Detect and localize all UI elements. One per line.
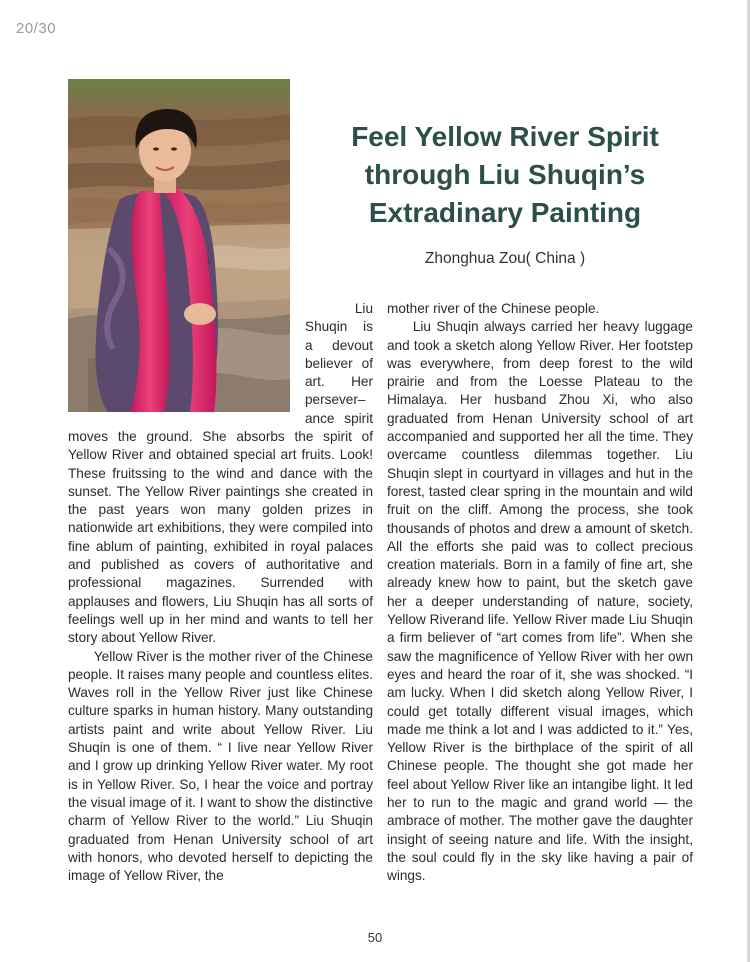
- wrap-line: art. Her: [305, 374, 373, 390]
- body-paragraph: Liu Shuqin always carried her heavy luggage and took a sketch along Yellow River. Her footstep was everywhere, from deep forest to the wild prairie and from the Loesse Plateau to the Himalaya. Her husband Zhou Xi, who also graduated from Henan University school of art accompanied and supported her all the time. They overcame countless dilemmas together. Liu Shuqin slept in courtyard in villages and hut in the forest, tasted clear spring in the mountain and wild fruit on the cliff. Among the process, she took thousands of photos and drew a amount of sketch. All the efforts she paid was to collect precious creation materials. Born in a family of fine art, she already knew how to paint, but the sketch gave her a deeper understanding of nature, society, Yellow Riverand life. Yellow River made Liu Shuqin a firm believer of “art comes from life”. When she saw the magnificence of Yellow River with her own eyes and heard the roar of it, she was shocked. “I am lucky. When I did sketch along Yellow River, I could get totally different visual images, which made me think a lot and I was addicted to it.” Yes, Yellow River is the birthplace of the spirit of all Chinese people. The thought she got made her feel about Yellow River like an intangibe light. It led her to run to the magic and grand world — the ambrace of mother. The mother gave the daughter insight of seeing nature and life. With the insight, the soul could fly in the sky like having a pair of wings.: [387, 319, 693, 884]
- wrap-line: Shuqin is: [305, 319, 373, 335]
- wrap-line: a devout: [305, 337, 373, 353]
- wrap-line: believer of: [305, 355, 373, 371]
- body-paragraph: Yellow River is the mother river of the Chinese people. It raises many people and countless elites. Waves roll in the Yellow River just like Chinese culture sparks in human history. Many outstanding artists paint and write about Yellow River. Liu Shuqin is one of them. “ I live near Yellow River and I grow up drinking Yellow River water. My root is in Yellow River. So, I hear the voice and portray the visual image of it. I want to show the distinctive charm of Yellow River to the world.” Liu Shuqin graduated from Henan University school of art with honors, who devoted herself to depicting the image of Yellow River, the: [68, 648, 373, 884]
- article-title: Feel Yellow River Spirit through Liu Shuqin’s Extradinary Painting: [351, 121, 659, 228]
- body-column-left: [68, 428, 373, 885]
- wrap-line: persever–: [305, 392, 366, 408]
- article-author: Zhonghua Zou( China ): [424, 250, 586, 267]
- body-paragraph: mother river of the Chinese people.: [387, 301, 600, 316]
- body-paragraph: moves the ground. She absorbs the spirit of Yellow River and obtained special art fruits. Look! These fruitssing to the wind and dance with the sunset. The Yellow River paintings she created in the past years won many golden prizes in nationwide art exhibitions, they were compiled into fine ablum of painting, exhibited in royal palaces and published as covers of authoritative and professional magazines. Surrended with applauses and flowers, Liu Shuqin has all sorts of feelings well up in her mind and wants to tell her story about Yellow River.: [68, 429, 373, 646]
- wrap-line: ance spirit: [305, 410, 373, 426]
- artist-photo: [68, 79, 290, 412]
- wrap-line: Liu: [354, 301, 373, 316]
- body-column-right: [387, 300, 693, 886]
- page-number: 50: [367, 930, 383, 945]
- wrap-column: [305, 300, 373, 428]
- page-indicator: 20/30: [16, 20, 57, 37]
